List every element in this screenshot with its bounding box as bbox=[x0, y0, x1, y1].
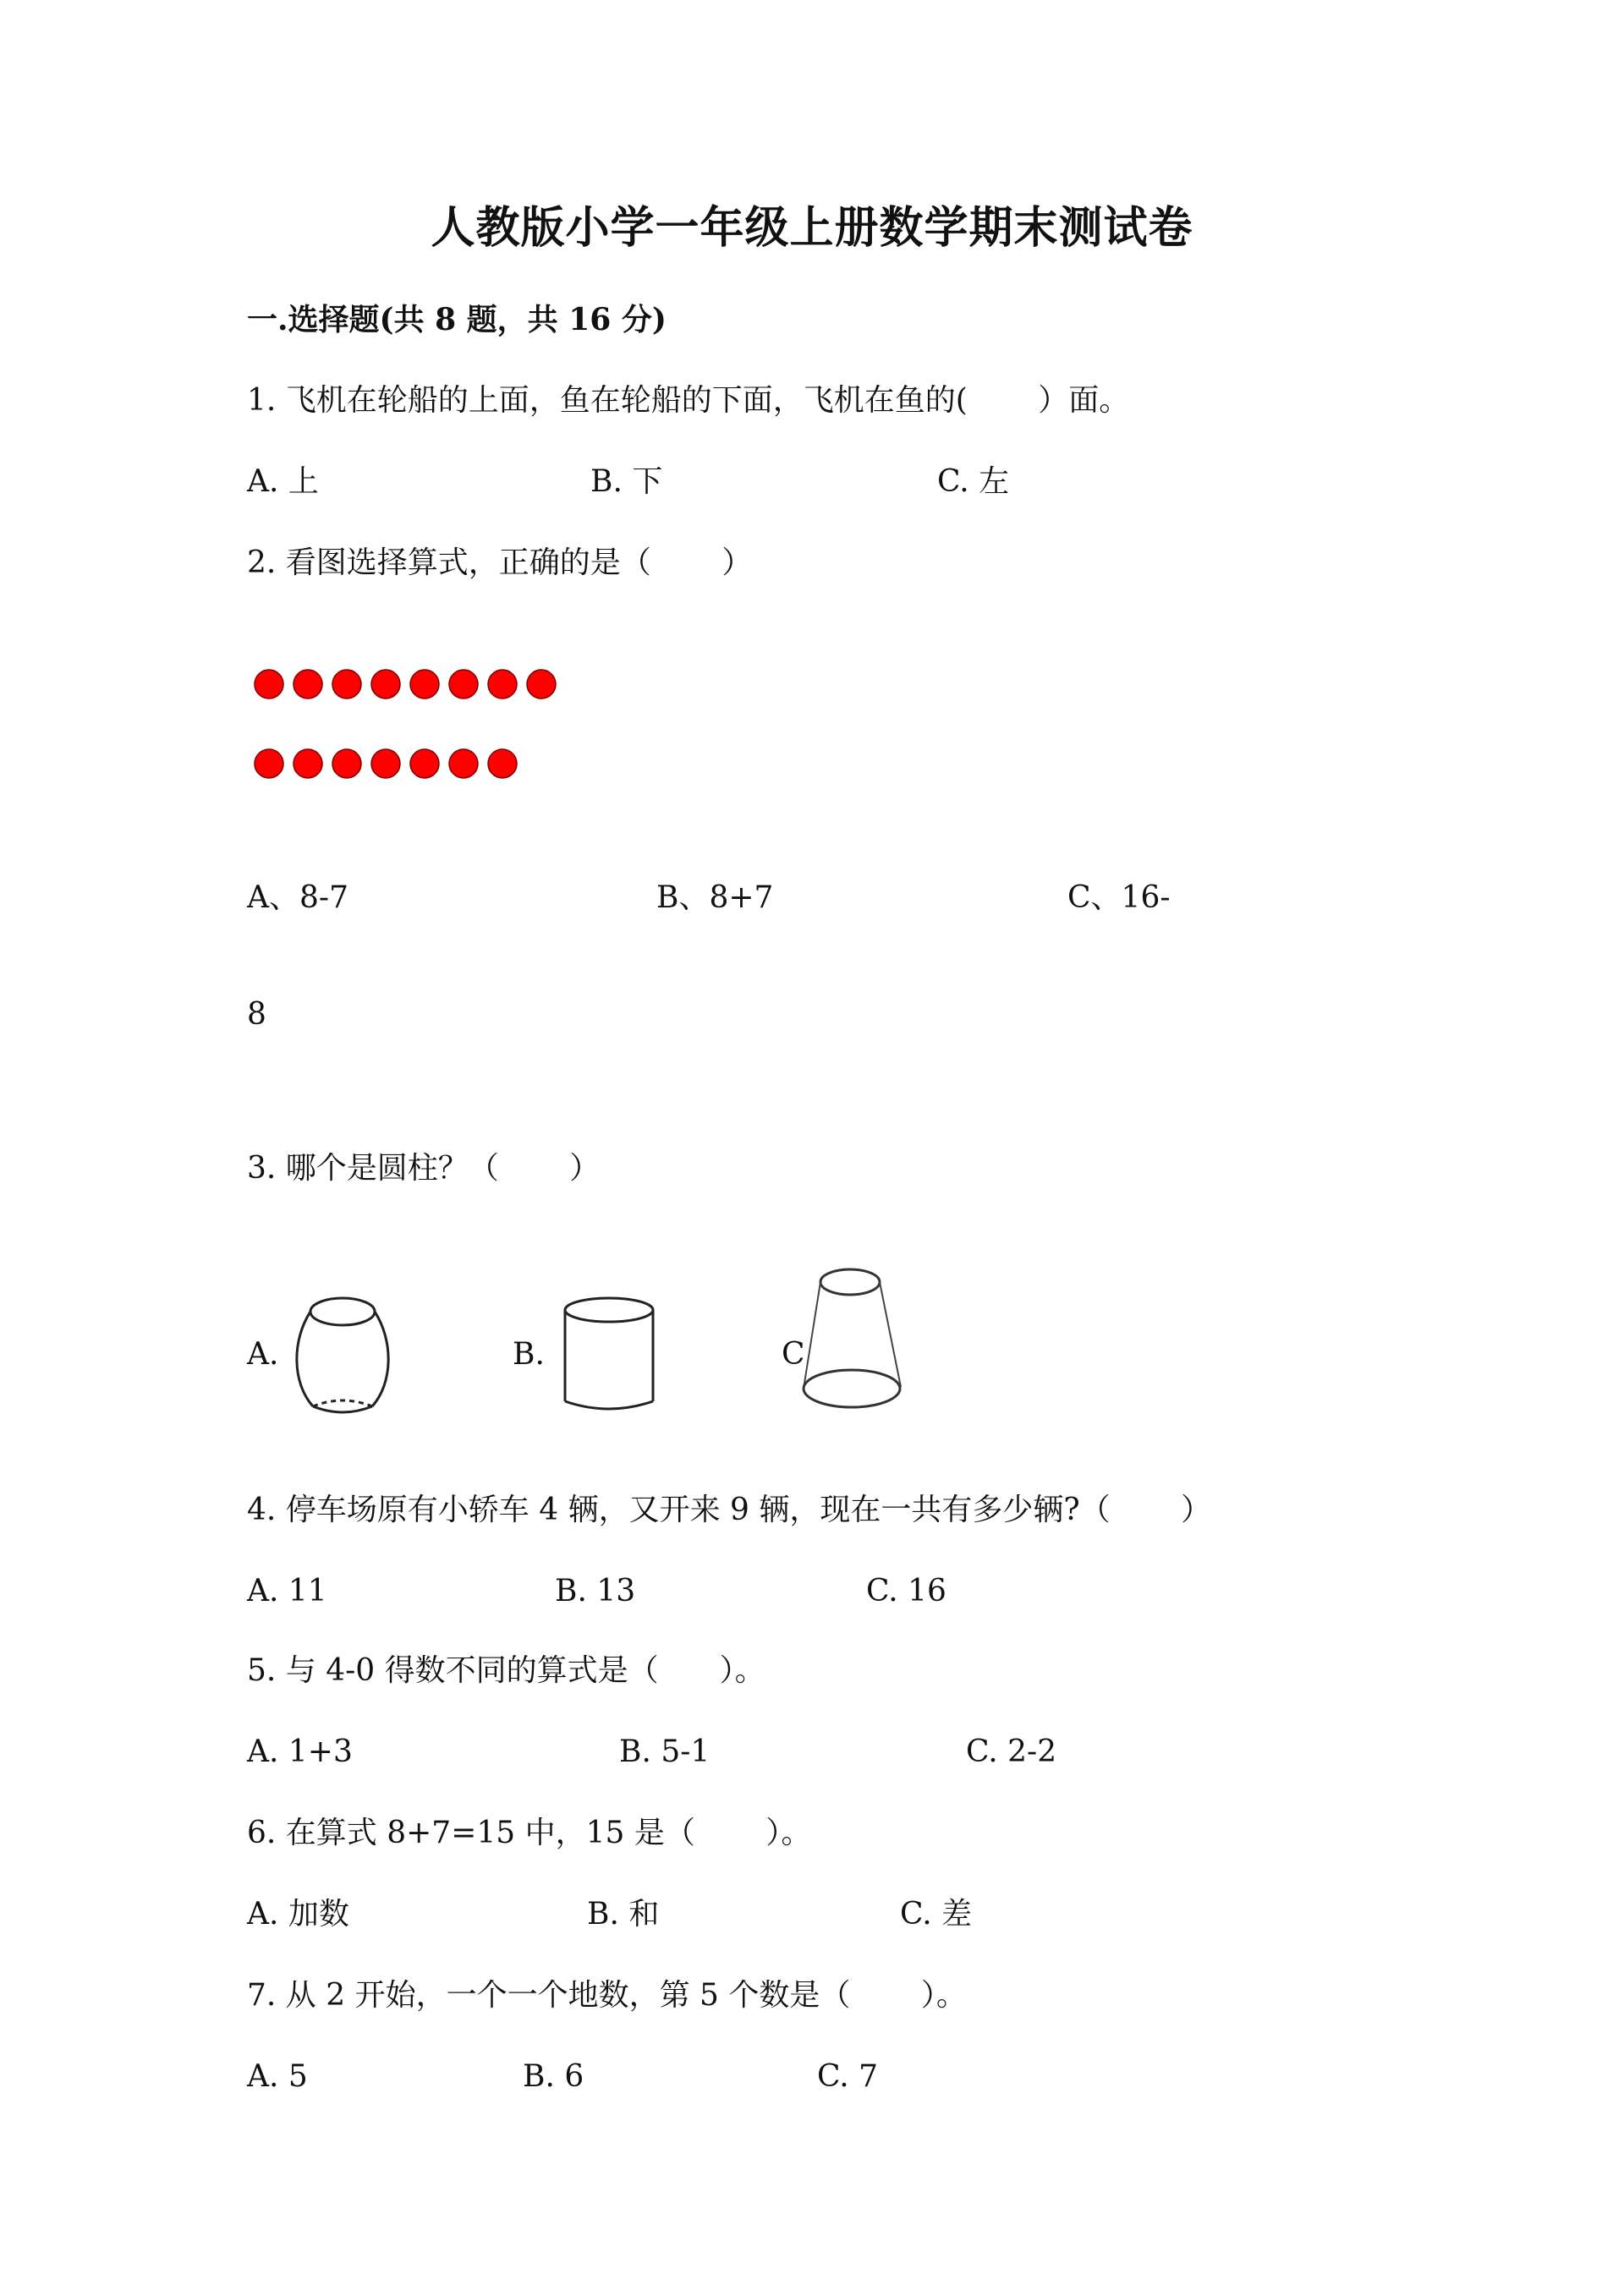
question-5-stem: 5. 与 4-0 得数不同的算式是（ ）。 bbox=[247, 1653, 765, 1688]
question-3-option-a[interactable]: A. bbox=[247, 1337, 279, 1372]
question-2-option-c[interactable]: C、16- bbox=[1067, 880, 1171, 915]
question-2-option-b[interactable]: B、8+7 bbox=[656, 880, 774, 915]
dot-row-2 bbox=[255, 749, 517, 778]
question-6-option-c[interactable]: C. 差 bbox=[900, 1897, 973, 1932]
page-title: 人教版小学一年级上册数学期末测试卷 bbox=[431, 202, 1193, 254]
dot-figure bbox=[254, 664, 592, 791]
question-7-stem: 7. 从 2 开始，一个一个地数，第 5 个数是（ ）。 bbox=[247, 1978, 967, 2013]
question-5-option-b[interactable]: B. 5-1 bbox=[619, 1734, 710, 1769]
red-dot bbox=[332, 670, 361, 699]
question-2-option-c-wrap: 8 bbox=[247, 997, 266, 1032]
question-1-option-c[interactable]: C. 左 bbox=[937, 464, 1010, 499]
red-dot bbox=[294, 670, 322, 699]
barrel-shape-icon bbox=[288, 1290, 398, 1417]
question-2-stem: 2. 看图选择算式，正确的是（ ） bbox=[247, 545, 753, 580]
question-6-stem: 6. 在算式 8+7=15 中，15 是（ ）。 bbox=[247, 1816, 812, 1850]
question-3-option-c[interactable]: C bbox=[782, 1337, 805, 1372]
cone-frustum-icon bbox=[799, 1262, 909, 1414]
dot-row-1 bbox=[255, 670, 556, 699]
question-7-option-a[interactable]: A. 5 bbox=[247, 2059, 308, 2094]
question-7-option-c[interactable]: C. 7 bbox=[817, 2059, 879, 2094]
red-dot bbox=[488, 670, 517, 699]
red-dot bbox=[294, 749, 322, 778]
red-dot bbox=[332, 749, 361, 778]
question-1-option-a[interactable]: A. 上 bbox=[247, 464, 319, 499]
red-dot bbox=[371, 670, 400, 699]
question-4-option-c[interactable]: C. 16 bbox=[866, 1574, 946, 1608]
question-4-option-a[interactable]: A. 11 bbox=[247, 1574, 327, 1608]
red-dot bbox=[410, 670, 439, 699]
question-6-option-b[interactable]: B. 和 bbox=[587, 1897, 660, 1932]
question-4-stem: 4. 停车场原有小轿车 4 辆，又开来 9 辆，现在一共有多少辆?（ ） bbox=[247, 1493, 1212, 1527]
question-5-option-c[interactable]: C. 2-2 bbox=[966, 1734, 1057, 1769]
section-heading: 一.选择题(共 8 题，共 16 分) bbox=[247, 302, 667, 337]
question-5-option-a[interactable]: A. 1+3 bbox=[247, 1734, 353, 1769]
question-6-option-a[interactable]: A. 加数 bbox=[247, 1897, 349, 1932]
question-7-option-b[interactable]: B. 6 bbox=[523, 2059, 584, 2094]
cylinder-icon bbox=[558, 1290, 660, 1417]
question-3-stem: 3. 哪个是圆柱？（ ） bbox=[247, 1151, 601, 1186]
question-4-option-b[interactable]: B. 13 bbox=[555, 1574, 636, 1608]
red-dot bbox=[488, 749, 517, 778]
red-dot bbox=[449, 749, 478, 778]
question-2-option-a[interactable]: A、8-7 bbox=[247, 880, 348, 915]
red-dot bbox=[255, 749, 283, 778]
question-3-option-b[interactable]: B. bbox=[513, 1337, 545, 1372]
question-1-option-b[interactable]: B. 下 bbox=[590, 464, 663, 499]
red-dot bbox=[410, 749, 439, 778]
red-dot bbox=[449, 670, 478, 699]
red-dot bbox=[527, 670, 556, 699]
question-1-stem: 1. 飞机在轮船的上面，鱼在轮船的下面，飞机在鱼的( ）面。 bbox=[247, 383, 1130, 418]
red-dot bbox=[255, 670, 283, 699]
red-dot bbox=[371, 749, 400, 778]
